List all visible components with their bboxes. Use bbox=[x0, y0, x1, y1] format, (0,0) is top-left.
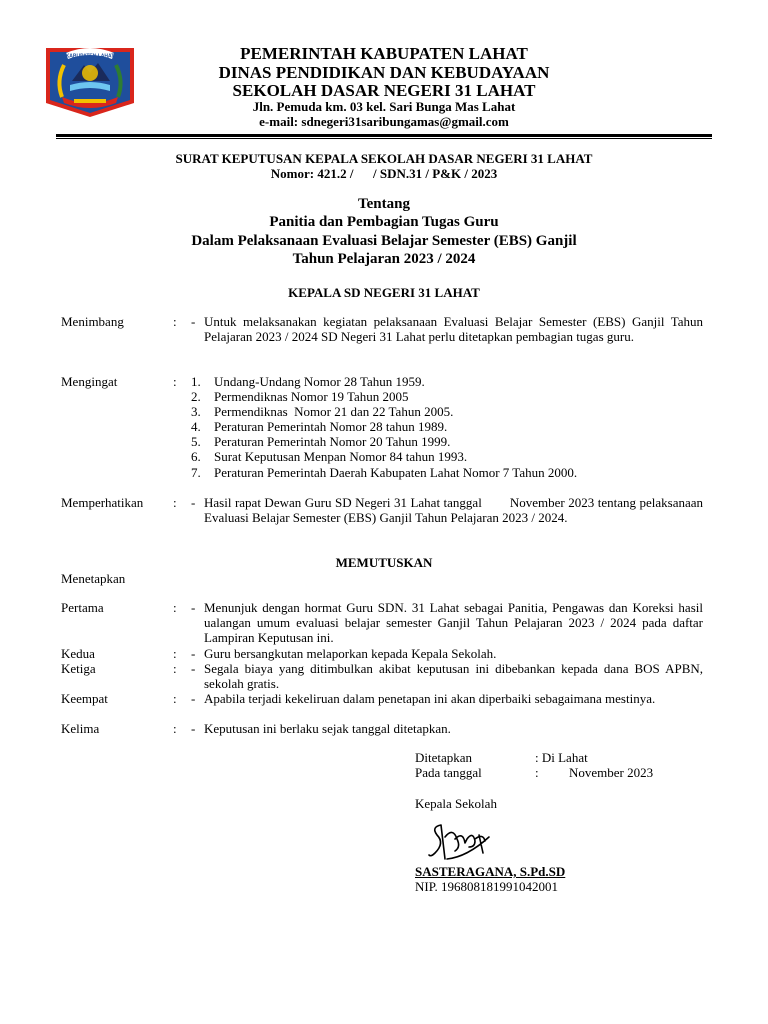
decision-dash: - bbox=[191, 600, 196, 615]
decision-label: Kelima bbox=[61, 721, 100, 736]
decision-text: Menunjuk dengan hormat Guru SDN. 31 Lahat sebagai Panitia, Pengawas dan Koreksi hasil ualangan umum evaluasi belajar semester Ganjil Tahun Pelajaran 2023 / 2024 pada daftar Lampiran Keputusan ini. bbox=[204, 600, 703, 646]
mengingat-item-number: 7. bbox=[191, 465, 201, 480]
mengingat-item-number: 1. bbox=[191, 374, 201, 389]
memperhatikan-label: Memperhatikan bbox=[61, 495, 144, 510]
mengingat-colon: : bbox=[173, 374, 177, 389]
decree-heading: SURAT KEPUTUSAN KEPALA SEKOLAH DASAR NEGERI 31 LAHAT bbox=[175, 151, 593, 166]
decision-colon: : bbox=[173, 721, 177, 736]
date-label: Pada tanggal bbox=[415, 765, 482, 780]
decision-colon: : bbox=[173, 691, 177, 706]
decision-colon: : bbox=[173, 661, 177, 676]
mengingat-label: Mengingat bbox=[61, 374, 118, 389]
mengingat-item-text: Peraturan Pemerintah Nomor 28 tahun 1989. bbox=[214, 419, 448, 434]
memperhatikan-text: Hasil rapat Dewan Guru SD Negeri 31 Lahat tanggal November 2023 tentang pelaksanaan Evaluasi Belajar Semester (EBS) Ganjil Tahun Pelajaran 2023 / 2024. bbox=[204, 495, 707, 526]
decision-dash: - bbox=[191, 661, 196, 676]
memperhatikan-colon: : bbox=[173, 495, 177, 510]
signatory-name: SASTERAGANA, S.Pd.SD bbox=[415, 864, 566, 879]
mengingat-item-number: 2. bbox=[191, 389, 201, 404]
title-about: Tentang bbox=[358, 196, 410, 212]
signatory-nip: NIP. 196808181991042001 bbox=[415, 879, 559, 894]
issuing-official: KEPALA SD NEGERI 31 LAHAT bbox=[288, 285, 480, 300]
decision-text: Apabila terjadi kekeliruan dalam penetapan ini akan diperbaiki sebagaimana mestinya. bbox=[204, 691, 656, 706]
menimbang-dash: - bbox=[191, 314, 196, 329]
letterhead-government: PEMERINTAH KABUPATEN LAHAT bbox=[240, 44, 528, 63]
date-colon: : bbox=[535, 765, 539, 780]
decision-dash: - bbox=[191, 691, 196, 706]
mengingat-item-text: Peraturan Pemerintah Nomor 20 Tahun 1999. bbox=[214, 434, 451, 449]
title-line-2: Dalam Pelaksanaan Evaluasi Belajar Semester (EBS) Ganjil bbox=[191, 233, 577, 249]
title-line-1: Panitia dan Pembagian Tugas Guru bbox=[269, 214, 499, 230]
decision-label: Kedua bbox=[61, 646, 95, 661]
menimbang-colon: : bbox=[173, 314, 177, 329]
decision-text: Segala biaya yang ditimbulkan akibat keputusan ini dibebankan kepada dana BOS APBN, sekolah gratis. bbox=[204, 661, 703, 692]
letterhead-address: Jln. Pemuda km. 03 kel. Sari Bunga Mas Lahat bbox=[252, 99, 516, 114]
mengingat-item-text: Permendiknas Nomor 19 Tahun 2005 bbox=[214, 389, 409, 404]
decision-label: Pertama bbox=[61, 600, 104, 615]
handwritten-signature bbox=[427, 817, 495, 863]
title-line-3: Tahun Pelajaran 2023 / 2024 bbox=[292, 251, 476, 267]
letterhead-school: SEKOLAH DASAR NEGERI 31 LAHAT bbox=[232, 81, 536, 100]
regency-logo bbox=[44, 45, 136, 119]
mengingat-item-text: Surat Keputusan Menpan Nomor 84 tahun 1993. bbox=[214, 449, 468, 464]
decision-colon: : bbox=[173, 646, 177, 661]
menimbang-text: Untuk melaksanakan kegiatan pelaksanaan Evaluasi Belajar Semester (EBS) Ganjil Tahun Pelajaran 2023 / 2024 SD Negeri 31 Lahat perlu ditetapkan pembagian tugas guru. bbox=[204, 314, 703, 345]
mengingat-item-number: 6. bbox=[191, 449, 201, 464]
decision-colon: : bbox=[173, 600, 177, 615]
decision-dash: - bbox=[191, 721, 196, 736]
decree-number: Nomor: 421.2 / / SDN.31 / P&K / 2023 bbox=[270, 166, 498, 181]
decision-text: Guru bersangkutan melaporkan kepada Kepala Sekolah. bbox=[204, 646, 497, 661]
memperhatikan-dash: - bbox=[191, 495, 196, 510]
decision-dash: - bbox=[191, 646, 196, 661]
place-value: : Di Lahat bbox=[535, 750, 588, 765]
logo-lettering: KABUPATEN LAHAT bbox=[65, 53, 115, 60]
mengingat-item-text: Peraturan Pemerintah Daerah Kabupaten Lahat Nomor 7 Tahun 2000. bbox=[214, 465, 578, 480]
letterhead-email: e-mail: sdnegeri31saribungamas@gmail.com bbox=[259, 114, 509, 129]
date-value: November 2023 bbox=[569, 765, 654, 780]
decision-label: Keempat bbox=[61, 691, 108, 706]
letterhead-thin-rule bbox=[56, 138, 712, 139]
letterhead-thick-rule bbox=[56, 134, 712, 137]
position-title: Kepala Sekolah bbox=[415, 796, 497, 811]
decision-label: Ketiga bbox=[61, 661, 96, 676]
letterhead-department: DINAS PENDIDIKAN DAN KEBUDAYAAN bbox=[218, 63, 550, 82]
memutuskan-heading: MEMUTUSKAN bbox=[335, 555, 433, 570]
menimbang-label: Menimbang bbox=[61, 314, 124, 329]
menetapkan-label: Menetapkan bbox=[61, 571, 126, 586]
decision-text: Keputusan ini berlaku sejak tanggal ditetapkan. bbox=[204, 721, 451, 736]
mengingat-item-number: 3. bbox=[191, 404, 201, 419]
place-label: Ditetapkan bbox=[415, 750, 473, 765]
mengingat-item-text: Permendiknas Nomor 21 dan 22 Tahun 2005. bbox=[214, 404, 454, 419]
mengingat-item-number: 5. bbox=[191, 434, 201, 449]
mengingat-item-number: 4. bbox=[191, 419, 201, 434]
mengingat-item-text: Undang-Undang Nomor 28 Tahun 1959. bbox=[214, 374, 425, 389]
